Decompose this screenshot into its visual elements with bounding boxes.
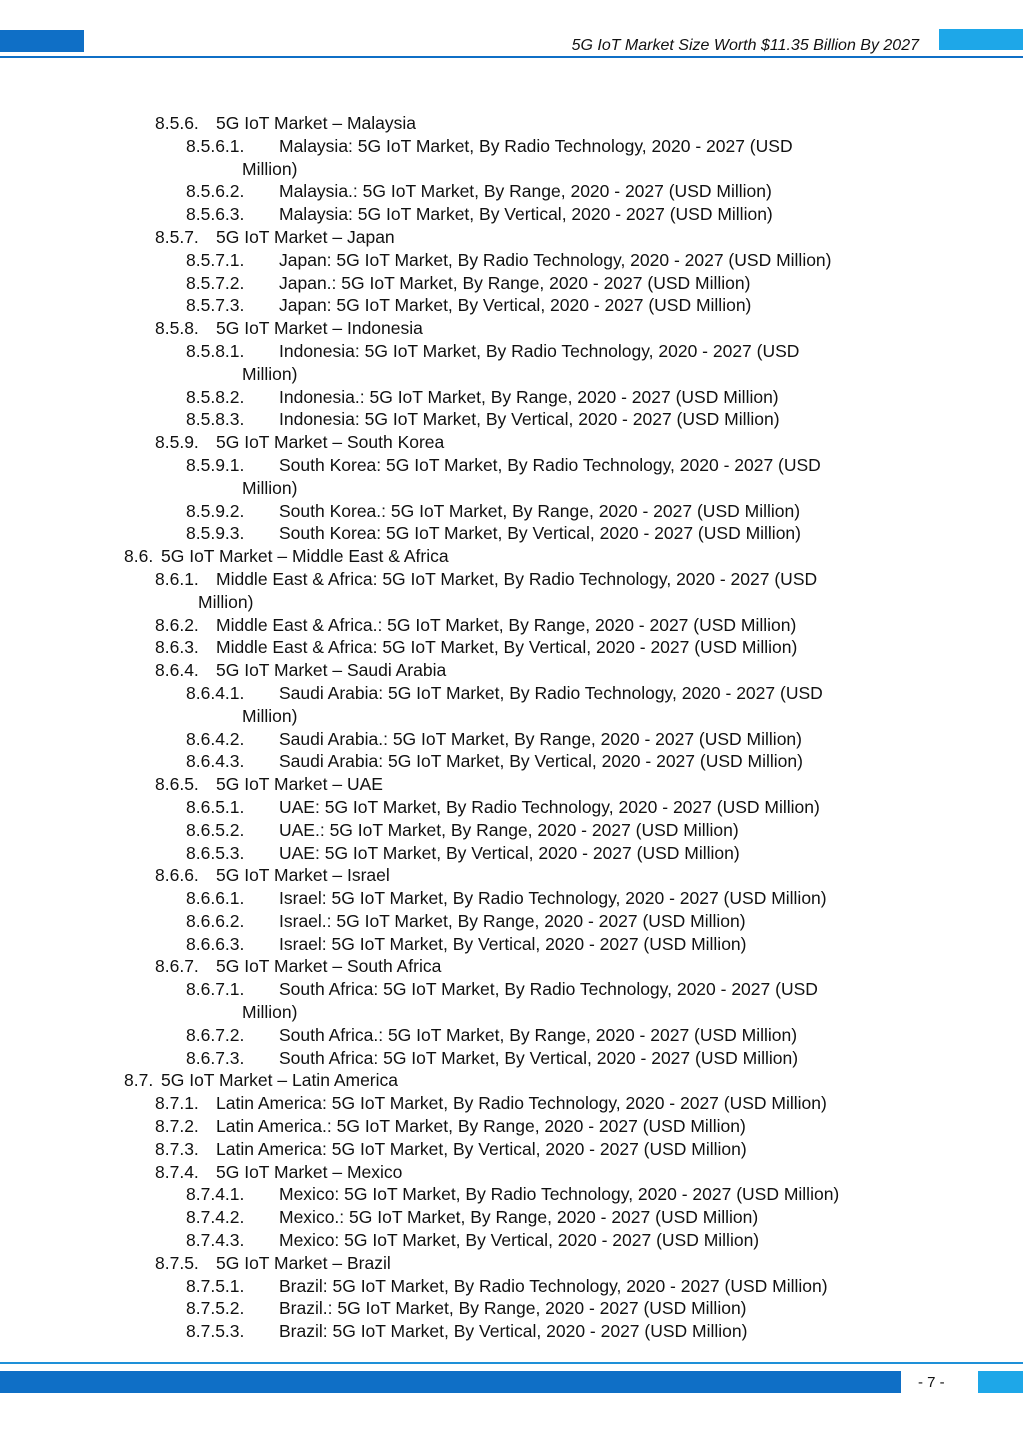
toc-entry-title: 5G IoT Market – UAE	[216, 774, 383, 795]
toc-entry-number: 8.6.7.3.	[186, 1047, 245, 1068]
toc-entry-title: UAE: 5G IoT Market, By Vertical, 2020 - 2027 (USD Million)	[279, 842, 740, 863]
toc-entry	[0, 659, 1023, 682]
toc-entry	[0, 226, 1023, 249]
toc-entry	[0, 819, 1023, 842]
toc-entry	[0, 408, 1023, 431]
toc-entry	[0, 1229, 1023, 1252]
toc-entry	[0, 522, 1023, 545]
toc-entry-number: 8.7.2.	[155, 1116, 199, 1137]
toc-entry-number: 8.5.7.	[155, 226, 199, 247]
toc-entry	[0, 1252, 1023, 1275]
toc-entry-title-continued: Million)	[198, 591, 254, 612]
toc-entry-number: 8.6.4.2.	[186, 728, 245, 749]
toc-entry-number: 8.5.6.3.	[186, 204, 245, 225]
toc-entry-title: Saudi Arabia: 5G IoT Market, By Vertical, 2020 - 2027 (USD Million)	[279, 751, 803, 772]
toc-entry-title-continued: Million)	[242, 1002, 298, 1023]
toc-entry-title: 5G IoT Market – Israel	[216, 865, 390, 886]
toc-entry-number: 8.6.5.1.	[186, 796, 245, 817]
toc-entry	[0, 978, 1023, 1001]
toc-entry-title: Malaysia: 5G IoT Market, By Radio Technology, 2020 - 2027 (USD	[279, 135, 793, 156]
toc-entry-title: Latin America: 5G IoT Market, By Radio Technology, 2020 - 2027 (USD Million)	[216, 1093, 827, 1114]
toc-entry	[0, 500, 1023, 523]
toc-entry-title: Middle East & Africa: 5G IoT Market, By Radio Technology, 2020 - 2027 (USD	[216, 568, 818, 589]
toc-entry-title-continued: Million)	[242, 705, 298, 726]
toc-entry-number: 8.6.2.	[155, 614, 199, 635]
toc-entry-title: South Africa: 5G IoT Market, By Vertical, 2020 - 2027 (USD Million)	[279, 1047, 799, 1068]
toc-entry-title: Malaysia.: 5G IoT Market, By Range, 2020 - 2027 (USD Million)	[279, 181, 772, 202]
toc-entry-number: 8.7.5.1.	[186, 1275, 245, 1296]
toc-entry-number: 8.7.5.3.	[186, 1321, 245, 1342]
toc-entry-title-continued: Million)	[242, 363, 298, 384]
toc-entry-number: 8.5.8.2.	[186, 386, 245, 407]
toc-entry-number: 8.5.7.1.	[186, 249, 245, 270]
header-title: 5G IoT Market Size Worth $11.35 Billion By 2027	[571, 37, 919, 54]
toc-entry-number: 8.6.5.3.	[186, 842, 245, 863]
toc-entry-number: 8.5.8.	[155, 318, 199, 339]
table-of-contents	[0, 112, 1023, 1343]
toc-entry-number: 8.6.	[124, 546, 154, 567]
toc-entry-number: 8.6.4.	[155, 660, 199, 681]
toc-entry-number: 8.6.3.	[155, 637, 199, 658]
toc-entry-number: 8.7.4.	[155, 1161, 199, 1182]
toc-entry-title: 5G IoT Market – Brazil	[216, 1252, 391, 1273]
toc-entry	[0, 1047, 1023, 1070]
toc-entry-title: 5G IoT Market – Middle East & Africa	[161, 546, 449, 567]
toc-entry-title: Latin America: 5G IoT Market, By Vertical, 2020 - 2027 (USD Million)	[216, 1138, 747, 1159]
toc-entry-number: 8.6.4.3.	[186, 751, 245, 772]
toc-entry	[0, 454, 1023, 477]
toc-entry-number: 8.7.4.2.	[186, 1207, 245, 1228]
toc-entry-title: Latin America.: 5G IoT Market, By Range, 2020 - 2027 (USD Million)	[216, 1116, 746, 1137]
toc-entry-title: South Korea: 5G IoT Market, By Radio Technology, 2020 - 2027 (USD	[279, 454, 821, 475]
toc-entry-number: 8.6.6.2.	[186, 910, 245, 931]
toc-entry	[0, 773, 1023, 796]
toc-entry-title: Brazil.: 5G IoT Market, By Range, 2020 - 2027 (USD Million)	[279, 1298, 747, 1319]
toc-entry	[0, 1320, 1023, 1343]
toc-entry-title: UAE: 5G IoT Market, By Radio Technology, 2020 - 2027 (USD Million)	[279, 796, 820, 817]
toc-entry-title: Mexico: 5G IoT Market, By Radio Technology, 2020 - 2027 (USD Million)	[279, 1184, 840, 1205]
toc-entry-number: 8.5.7.2.	[186, 272, 245, 293]
toc-entry-title: 5G IoT Market – South Africa	[216, 956, 442, 977]
toc-entry	[0, 636, 1023, 659]
toc-entry-number: 8.7.3.	[155, 1138, 199, 1159]
toc-entry-title: 5G IoT Market – Mexico	[216, 1161, 403, 1182]
header-accent-right	[939, 29, 1023, 50]
toc-entry-number: 8.7.5.2.	[186, 1298, 245, 1319]
footer-accent-right	[978, 1371, 1023, 1393]
toc-entry-number: 8.5.9.	[155, 432, 199, 453]
page-number: - 7 -	[918, 1374, 945, 1391]
toc-entry-continuation	[0, 477, 1023, 500]
toc-entry-number: 8.6.6.3.	[186, 933, 245, 954]
toc-entry	[0, 1138, 1023, 1161]
toc-entry-title: Brazil: 5G IoT Market, By Radio Technology, 2020 - 2027 (USD Million)	[279, 1275, 828, 1296]
toc-entry-number: 8.5.6.	[155, 113, 199, 133]
toc-entry-title: Brazil: 5G IoT Market, By Vertical, 2020 - 2027 (USD Million)	[279, 1321, 748, 1342]
toc-entry-continuation	[0, 158, 1023, 181]
toc-entry-title: Israel: 5G IoT Market, By Radio Technology, 2020 - 2027 (USD Million)	[279, 888, 827, 909]
toc-entry	[0, 796, 1023, 819]
toc-entry-number: 8.6.7.	[155, 956, 199, 977]
toc-entry-title: Israel.: 5G IoT Market, By Range, 2020 - 2027 (USD Million)	[279, 910, 746, 931]
toc-entry-title: 5G IoT Market – Latin America	[161, 1070, 399, 1091]
toc-entry	[0, 272, 1023, 295]
toc-entry	[0, 545, 1023, 568]
footer-bar	[0, 1371, 901, 1393]
toc-entry-number: 8.5.9.2.	[186, 500, 245, 521]
toc-entry-number: 8.5.7.3.	[186, 295, 245, 316]
toc-entry	[0, 112, 1023, 135]
toc-entry-number: 8.5.8.1.	[186, 340, 245, 361]
toc-entry-title: Israel: 5G IoT Market, By Vertical, 2020 - 2027 (USD Million)	[279, 933, 747, 954]
toc-entry-number: 8.7.	[124, 1070, 154, 1091]
toc-entry-title: Saudi Arabia.: 5G IoT Market, By Range, 2020 - 2027 (USD Million)	[279, 728, 802, 749]
toc-entry-title-continued: Million)	[242, 477, 298, 498]
toc-entry-title: Japan.: 5G IoT Market, By Range, 2020 - 2027 (USD Million)	[279, 272, 751, 293]
toc-entry-title: Mexico: 5G IoT Market, By Vertical, 2020 - 2027 (USD Million)	[279, 1230, 760, 1251]
toc-entry-title: Middle East & Africa.: 5G IoT Market, By Range, 2020 - 2027 (USD Million)	[216, 614, 797, 635]
toc-entry	[0, 340, 1023, 363]
toc-entry-number: 8.5.6.1.	[186, 135, 245, 156]
toc-entry	[0, 135, 1023, 158]
toc-entry-number: 8.6.7.1.	[186, 979, 245, 1000]
header-rule	[0, 56, 1023, 58]
toc-entry	[0, 180, 1023, 203]
toc-entry-title: Japan: 5G IoT Market, By Vertical, 2020 - 2027 (USD Million)	[279, 295, 752, 316]
toc-entry	[0, 614, 1023, 637]
toc-entry	[0, 317, 1023, 340]
toc-entry-title: 5G IoT Market – Indonesia	[216, 318, 423, 339]
toc-entry	[0, 864, 1023, 887]
toc-entry-number: 8.5.8.3.	[186, 409, 245, 430]
toc-entry	[0, 1206, 1023, 1229]
toc-entry-title: 5G IoT Market – Malaysia	[216, 113, 417, 133]
toc-entry	[0, 294, 1023, 317]
toc-entry-continuation	[0, 1001, 1023, 1024]
toc-entry-number: 8.7.1.	[155, 1093, 199, 1114]
toc-entry-number: 8.6.6.1.	[186, 888, 245, 909]
toc-entry	[0, 842, 1023, 865]
toc-entry	[0, 1115, 1023, 1138]
toc-entry	[0, 568, 1023, 591]
toc-entry-number: 8.6.7.2.	[186, 1024, 245, 1045]
toc-entry-title: UAE.: 5G IoT Market, By Range, 2020 - 2027 (USD Million)	[279, 819, 739, 840]
toc-entry-number: 8.7.4.1.	[186, 1184, 245, 1205]
toc-entry-title: Malaysia: 5G IoT Market, By Vertical, 2020 - 2027 (USD Million)	[279, 204, 773, 225]
toc-entry-number: 8.6.5.	[155, 774, 199, 795]
toc-entry	[0, 1297, 1023, 1320]
toc-entry-continuation	[0, 591, 1023, 614]
toc-entry	[0, 955, 1023, 978]
toc-entry-number: 8.7.4.3.	[186, 1230, 245, 1251]
toc-entry-title: South Africa: 5G IoT Market, By Radio Technology, 2020 - 2027 (USD	[279, 979, 818, 1000]
toc-entry-title: South Korea: 5G IoT Market, By Vertical, 2020 - 2027 (USD Million)	[279, 523, 801, 544]
toc-entry	[0, 1024, 1023, 1047]
toc-entry	[0, 887, 1023, 910]
toc-entry-title: Indonesia.: 5G IoT Market, By Range, 2020 - 2027 (USD Million)	[279, 386, 779, 407]
toc-entry	[0, 728, 1023, 751]
toc-entry	[0, 933, 1023, 956]
toc-entry-title: 5G IoT Market – Japan	[216, 226, 395, 247]
toc-entry-title: South Korea.: 5G IoT Market, By Range, 2020 - 2027 (USD Million)	[279, 500, 801, 521]
toc-entry-title: 5G IoT Market – South Korea	[216, 432, 445, 453]
footer-rule	[0, 1362, 1023, 1364]
toc-entry	[0, 1183, 1023, 1206]
toc-entry-title: Indonesia: 5G IoT Market, By Radio Technology, 2020 - 2027 (USD	[279, 340, 800, 361]
toc-entry-number: 8.5.6.2.	[186, 181, 245, 202]
toc-entry-continuation	[0, 363, 1023, 386]
header-accent-left	[0, 30, 84, 52]
toc-entry-title: 5G IoT Market – Saudi Arabia	[216, 660, 447, 681]
toc-entry-number: 8.6.6.	[155, 865, 199, 886]
toc-entry	[0, 910, 1023, 933]
toc-entry-title: Indonesia: 5G IoT Market, By Vertical, 2020 - 2027 (USD Million)	[279, 409, 780, 430]
toc-entry-number: 8.6.1.	[155, 568, 199, 589]
toc-entry-title: Mexico.: 5G IoT Market, By Range, 2020 - 2027 (USD Million)	[279, 1207, 759, 1228]
toc-entry	[0, 386, 1023, 409]
toc-entry	[0, 1275, 1023, 1298]
toc-entry-title: Saudi Arabia: 5G IoT Market, By Radio Technology, 2020 - 2027 (USD	[279, 682, 823, 703]
toc-entry-title-continued: Million)	[242, 158, 298, 179]
toc-entry	[0, 1069, 1023, 1092]
toc-entry	[0, 1092, 1023, 1115]
toc-entry-title: Japan: 5G IoT Market, By Radio Technology, 2020 - 2027 (USD Million)	[279, 249, 832, 270]
toc-entry-number: 8.6.5.2.	[186, 819, 245, 840]
toc-entry-title: South Africa.: 5G IoT Market, By Range, 2020 - 2027 (USD Million)	[279, 1024, 798, 1045]
toc-entry-number: 8.7.5.	[155, 1252, 199, 1273]
toc-entry	[0, 249, 1023, 272]
toc-entry-number: 8.5.9.1.	[186, 454, 245, 475]
toc-entry-title: Middle East & Africa: 5G IoT Market, By Vertical, 2020 - 2027 (USD Million)	[216, 637, 798, 658]
toc-entry-continuation	[0, 705, 1023, 728]
toc-entry	[0, 682, 1023, 705]
toc-entry	[0, 750, 1023, 773]
toc-entry-number: 8.6.4.1.	[186, 682, 245, 703]
toc-entry	[0, 431, 1023, 454]
toc-entry-number: 8.5.9.3.	[186, 523, 245, 544]
toc-entry	[0, 1161, 1023, 1184]
toc-entry	[0, 203, 1023, 226]
